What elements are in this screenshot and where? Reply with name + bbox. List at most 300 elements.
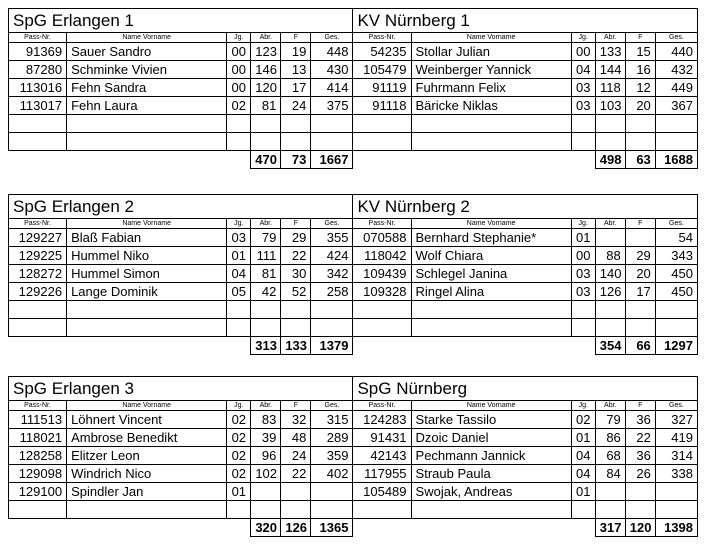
column-header-abr: Abr. <box>251 401 281 411</box>
cell-ges: 402 <box>311 465 353 483</box>
cell-name <box>411 301 571 319</box>
cell-name: Blaß Fabian <box>67 229 227 247</box>
total-f: 66 <box>625 337 655 355</box>
column-header-abr: Abr. <box>595 401 625 411</box>
total-f: 126 <box>281 519 311 537</box>
cell-abr <box>595 115 625 133</box>
column-header-abr: Abr. <box>251 219 281 229</box>
cell-jg <box>227 301 251 319</box>
cell-ges: 375 <box>311 97 353 115</box>
cell-abr <box>595 133 625 151</box>
totals-row <box>9 337 698 355</box>
cell-ges: 448 <box>311 43 353 61</box>
column-header-row <box>9 219 698 229</box>
cell-name: Ringel Alina <box>411 283 571 301</box>
cell-name: Schlegel Janina <box>411 265 571 283</box>
cell-f <box>625 133 655 151</box>
cell-jg: 04 <box>227 265 251 283</box>
total-abr: 317 <box>595 519 625 537</box>
column-header-name: Name Vorname <box>411 401 571 411</box>
cell-pass: 129100 <box>9 483 67 501</box>
cell-abr <box>251 301 281 319</box>
cell-f <box>281 301 311 319</box>
totals-spacer <box>9 337 251 355</box>
column-header-ges: Ges. <box>311 401 353 411</box>
column-header-jg: Jg. <box>571 219 595 229</box>
column-header-name: Name Vorname <box>67 33 227 43</box>
cell-jg <box>571 133 595 151</box>
team-name: SpG Erlangen 1 <box>9 9 353 33</box>
cell-pass: 109328 <box>353 283 411 301</box>
cell-abr: 102 <box>251 465 281 483</box>
player-row <box>9 411 698 429</box>
cell-pass <box>353 319 411 337</box>
player-row <box>9 429 698 447</box>
cell-abr <box>251 133 281 151</box>
cell-jg: 02 <box>227 97 251 115</box>
cell-jg: 04 <box>571 447 595 465</box>
cell-f <box>281 319 311 337</box>
total-abr: 498 <box>595 151 625 169</box>
cell-pass: 87280 <box>9 61 67 79</box>
cell-pass: 105489 <box>353 483 411 501</box>
cell-jg: 01 <box>571 229 595 247</box>
cell-abr <box>595 319 625 337</box>
cell-jg: 02 <box>227 465 251 483</box>
cell-pass: 128272 <box>9 265 67 283</box>
cell-pass <box>353 301 411 319</box>
player-row <box>9 97 698 115</box>
cell-ges <box>311 133 353 151</box>
total-ges: 1297 <box>655 337 697 355</box>
cell-jg: 02 <box>227 429 251 447</box>
column-header-jg: Jg. <box>227 219 251 229</box>
cell-f: 12 <box>625 79 655 97</box>
cell-name: Löhnert Vincent <box>67 411 227 429</box>
cell-abr: 146 <box>251 61 281 79</box>
cell-abr: 68 <box>595 447 625 465</box>
cell-jg: 04 <box>571 465 595 483</box>
team-name: KV Nürnberg 2 <box>353 195 698 219</box>
cell-ges <box>655 483 697 501</box>
cell-ges: 449 <box>655 79 697 97</box>
totals-row <box>9 519 698 537</box>
cell-abr <box>251 483 281 501</box>
cell-abr: 96 <box>251 447 281 465</box>
column-header-ges: Ges. <box>311 33 353 43</box>
cell-name: Stollar Julian <box>411 43 571 61</box>
total-f: 63 <box>625 151 655 169</box>
column-header-name: Name Vorname <box>67 219 227 229</box>
column-header-abr: Abr. <box>251 33 281 43</box>
cell-ges <box>311 301 353 319</box>
cell-abr: 79 <box>251 229 281 247</box>
cell-abr <box>251 115 281 133</box>
player-row <box>9 115 698 133</box>
column-header-ges: Ges. <box>311 219 353 229</box>
cell-jg: 00 <box>571 43 595 61</box>
cell-f: 24 <box>281 97 311 115</box>
cell-ges <box>311 483 353 501</box>
cell-f: 48 <box>281 429 311 447</box>
cell-ges <box>311 501 353 519</box>
total-abr: 354 <box>595 337 625 355</box>
cell-name: Ambrose Benedikt <box>67 429 227 447</box>
cell-ges <box>311 115 353 133</box>
cell-f: 15 <box>625 43 655 61</box>
cell-pass: 105479 <box>353 61 411 79</box>
cell-jg <box>571 301 595 319</box>
cell-pass: 070588 <box>353 229 411 247</box>
column-header-f: F <box>281 33 311 43</box>
cell-ges: 314 <box>655 447 697 465</box>
cell-f: 36 <box>625 447 655 465</box>
cell-pass <box>9 319 67 337</box>
totals-spacer <box>9 151 251 169</box>
column-header-pass: Pass-Nr. <box>353 33 411 43</box>
cell-name <box>67 115 227 133</box>
cell-f <box>625 319 655 337</box>
cell-name: Sauer Sandro <box>67 43 227 61</box>
cell-f: 20 <box>625 265 655 283</box>
team-name: SpG Nürnberg <box>353 377 698 401</box>
cell-ges: 359 <box>311 447 353 465</box>
cell-pass: 111513 <box>9 411 67 429</box>
team-block <box>8 376 698 537</box>
player-row <box>9 43 698 61</box>
total-ges: 1667 <box>311 151 353 169</box>
player-row <box>9 465 698 483</box>
cell-name: Schminke Vivien <box>67 61 227 79</box>
cell-f: 29 <box>281 229 311 247</box>
cell-jg: 00 <box>227 61 251 79</box>
cell-abr: 42 <box>251 283 281 301</box>
column-header-pass: Pass-Nr. <box>353 219 411 229</box>
cell-abr: 83 <box>251 411 281 429</box>
cell-name <box>67 319 227 337</box>
cell-name: Weinberger Yannick <box>411 61 571 79</box>
cell-pass: 91431 <box>353 429 411 447</box>
team-name: SpG Erlangen 3 <box>9 377 353 401</box>
cell-f <box>281 483 311 501</box>
column-header-abr: Abr. <box>595 219 625 229</box>
column-header-f: F <box>625 33 655 43</box>
cell-f: 17 <box>625 283 655 301</box>
cell-ges <box>655 115 697 133</box>
cell-jg: 03 <box>571 283 595 301</box>
cell-name: Bernhard Stephanie* <box>411 229 571 247</box>
team-title-row <box>9 377 698 401</box>
cell-ges: 419 <box>655 429 697 447</box>
cell-abr <box>595 483 625 501</box>
cell-ges: 432 <box>655 61 697 79</box>
player-row <box>9 247 698 265</box>
cell-ges: 367 <box>655 97 697 115</box>
cell-name: Lange Dominik <box>67 283 227 301</box>
cell-abr: 133 <box>595 43 625 61</box>
cell-ges: 338 <box>655 465 697 483</box>
cell-name: Hummel Simon <box>67 265 227 283</box>
cell-ges: 450 <box>655 265 697 283</box>
cell-abr: 123 <box>251 43 281 61</box>
cell-jg <box>227 501 251 519</box>
cell-jg: 03 <box>571 97 595 115</box>
cell-abr: 88 <box>595 247 625 265</box>
cell-jg: 00 <box>227 79 251 97</box>
cell-name: Hummel Niko <box>67 247 227 265</box>
cell-f: 30 <box>281 265 311 283</box>
cell-f: 22 <box>281 465 311 483</box>
cell-jg: 04 <box>571 61 595 79</box>
column-header-abr: Abr. <box>595 33 625 43</box>
total-ges: 1688 <box>655 151 697 169</box>
totals-spacer <box>353 519 595 537</box>
cell-name: Dzoic Daniel <box>411 429 571 447</box>
cell-pass <box>9 115 67 133</box>
total-abr: 313 <box>251 337 281 355</box>
player-row <box>9 265 698 283</box>
cell-f: 22 <box>281 247 311 265</box>
cell-ges: 450 <box>655 283 697 301</box>
cell-f: 16 <box>625 61 655 79</box>
team-title-row <box>9 195 698 219</box>
cell-pass: 118042 <box>353 247 411 265</box>
cell-f: 36 <box>625 411 655 429</box>
cell-ges: 315 <box>311 411 353 429</box>
cell-abr <box>251 319 281 337</box>
team-block <box>8 194 698 355</box>
cell-pass <box>9 133 67 151</box>
cell-f: 29 <box>625 247 655 265</box>
cell-ges: 343 <box>655 247 697 265</box>
cell-pass: 91119 <box>353 79 411 97</box>
cell-pass: 42143 <box>353 447 411 465</box>
team-name: SpG Erlangen 2 <box>9 195 353 219</box>
column-header-pass: Pass-Nr. <box>353 401 411 411</box>
cell-pass: 129225 <box>9 247 67 265</box>
cell-pass: 91369 <box>9 43 67 61</box>
cell-name <box>67 301 227 319</box>
total-f: 120 <box>625 519 655 537</box>
cell-ges <box>655 301 697 319</box>
cell-pass <box>9 501 67 519</box>
cell-f: 20 <box>625 97 655 115</box>
column-header-row <box>9 401 698 411</box>
player-row <box>9 501 698 519</box>
cell-abr <box>595 229 625 247</box>
column-header-f: F <box>281 401 311 411</box>
cell-pass: 129098 <box>9 465 67 483</box>
cell-f: 26 <box>625 465 655 483</box>
cell-f: 17 <box>281 79 311 97</box>
cell-ges <box>655 133 697 151</box>
cell-pass: 124283 <box>353 411 411 429</box>
total-f: 73 <box>281 151 311 169</box>
column-header-jg: Jg. <box>571 401 595 411</box>
totals-spacer <box>353 337 595 355</box>
player-row <box>9 319 698 337</box>
cell-name <box>67 501 227 519</box>
totals-row <box>9 151 698 169</box>
cell-name <box>411 501 571 519</box>
cell-ges: 355 <box>311 229 353 247</box>
cell-ges: 54 <box>655 229 697 247</box>
column-header-f: F <box>281 219 311 229</box>
cell-ges: 440 <box>655 43 697 61</box>
column-header-name: Name Vorname <box>411 33 571 43</box>
cell-f <box>625 115 655 133</box>
cell-name: Swojak, Andreas <box>411 483 571 501</box>
column-header-jg: Jg. <box>227 33 251 43</box>
player-row <box>9 283 698 301</box>
cell-pass: 118021 <box>9 429 67 447</box>
cell-jg <box>227 133 251 151</box>
cell-abr: 86 <box>595 429 625 447</box>
cell-abr: 118 <box>595 79 625 97</box>
cell-pass: 129227 <box>9 229 67 247</box>
column-header-f: F <box>625 401 655 411</box>
column-header-ges: Ges. <box>655 33 697 43</box>
cell-name: Starke Tassilo <box>411 411 571 429</box>
cell-jg: 02 <box>571 411 595 429</box>
player-row <box>9 133 698 151</box>
cell-f: 32 <box>281 411 311 429</box>
cell-jg: 00 <box>571 247 595 265</box>
column-header-jg: Jg. <box>571 33 595 43</box>
totals-spacer <box>353 151 595 169</box>
total-f: 133 <box>281 337 311 355</box>
cell-jg: 01 <box>227 483 251 501</box>
cell-abr: 126 <box>595 283 625 301</box>
column-header-ges: Ges. <box>655 219 697 229</box>
cell-abr <box>595 301 625 319</box>
cell-pass: 109439 <box>353 265 411 283</box>
cell-name: Bäricke Niklas <box>411 97 571 115</box>
cell-f: 52 <box>281 283 311 301</box>
cell-f <box>281 501 311 519</box>
cell-name: Wolf Chiara <box>411 247 571 265</box>
cell-jg: 02 <box>227 411 251 429</box>
cell-name: Elitzer Leon <box>67 447 227 465</box>
cell-abr: 79 <box>595 411 625 429</box>
cell-pass: 128258 <box>9 447 67 465</box>
cell-jg: 05 <box>227 283 251 301</box>
cell-name: Spindler Jan <box>67 483 227 501</box>
cell-pass: 91118 <box>353 97 411 115</box>
cell-jg <box>227 115 251 133</box>
cell-f <box>625 501 655 519</box>
cell-pass: 113017 <box>9 97 67 115</box>
cell-jg: 01 <box>227 247 251 265</box>
total-abr: 320 <box>251 519 281 537</box>
cell-pass <box>9 301 67 319</box>
cell-name: Pechmann Jannick <box>411 447 571 465</box>
cell-ges: 414 <box>311 79 353 97</box>
team-block <box>8 8 698 169</box>
cell-abr: 111 <box>251 247 281 265</box>
player-row <box>9 79 698 97</box>
cell-abr: 103 <box>595 97 625 115</box>
cell-pass: 113016 <box>9 79 67 97</box>
cell-jg: 02 <box>227 447 251 465</box>
cell-name: Windrich Nico <box>67 465 227 483</box>
cell-jg: 00 <box>227 43 251 61</box>
total-ges: 1398 <box>655 519 697 537</box>
totals-spacer <box>9 519 251 537</box>
cell-name: Straub Paula <box>411 465 571 483</box>
cell-pass: 117955 <box>353 465 411 483</box>
cell-f <box>625 301 655 319</box>
column-header-row <box>9 33 698 43</box>
cell-f: 19 <box>281 43 311 61</box>
cell-jg: 03 <box>571 79 595 97</box>
cell-ges: 327 <box>655 411 697 429</box>
team-title-row <box>9 9 698 33</box>
cell-pass: 129226 <box>9 283 67 301</box>
column-header-name: Name Vorname <box>411 219 571 229</box>
cell-jg: 01 <box>571 483 595 501</box>
cell-pass <box>353 115 411 133</box>
cell-ges: 430 <box>311 61 353 79</box>
cell-name: Fehn Laura <box>67 97 227 115</box>
cell-jg <box>571 319 595 337</box>
cell-abr: 84 <box>595 465 625 483</box>
cell-name: Fuhrmann Felix <box>411 79 571 97</box>
cell-f <box>625 483 655 501</box>
cell-ges: 424 <box>311 247 353 265</box>
column-header-pass: Pass-Nr. <box>9 219 67 229</box>
cell-ges <box>311 319 353 337</box>
cell-abr <box>251 501 281 519</box>
cell-f: 24 <box>281 447 311 465</box>
cell-pass <box>353 501 411 519</box>
total-ges: 1365 <box>311 519 353 537</box>
cell-name <box>411 115 571 133</box>
cell-ges <box>655 319 697 337</box>
cell-name <box>67 133 227 151</box>
player-row <box>9 229 698 247</box>
column-header-pass: Pass-Nr. <box>9 33 67 43</box>
cell-abr: 140 <box>595 265 625 283</box>
cell-abr: 144 <box>595 61 625 79</box>
cell-abr <box>595 501 625 519</box>
cell-ges: 258 <box>311 283 353 301</box>
cell-ges: 342 <box>311 265 353 283</box>
player-row <box>9 61 698 79</box>
cell-abr: 39 <box>251 429 281 447</box>
team-name: KV Nürnberg 1 <box>353 9 698 33</box>
player-row <box>9 301 698 319</box>
column-header-name: Name Vorname <box>67 401 227 411</box>
cell-name: Fehn Sandra <box>67 79 227 97</box>
cell-f <box>281 133 311 151</box>
cell-name <box>411 133 571 151</box>
cell-jg <box>571 115 595 133</box>
cell-f <box>625 229 655 247</box>
player-row <box>9 483 698 501</box>
player-row <box>9 447 698 465</box>
column-header-jg: Jg. <box>227 401 251 411</box>
total-ges: 1379 <box>311 337 353 355</box>
cell-ges <box>655 501 697 519</box>
cell-jg: 03 <box>227 229 251 247</box>
cell-jg: 03 <box>571 265 595 283</box>
column-header-ges: Ges. <box>655 401 697 411</box>
cell-name <box>411 319 571 337</box>
cell-f: 13 <box>281 61 311 79</box>
cell-jg: 01 <box>571 429 595 447</box>
cell-abr: 81 <box>251 265 281 283</box>
